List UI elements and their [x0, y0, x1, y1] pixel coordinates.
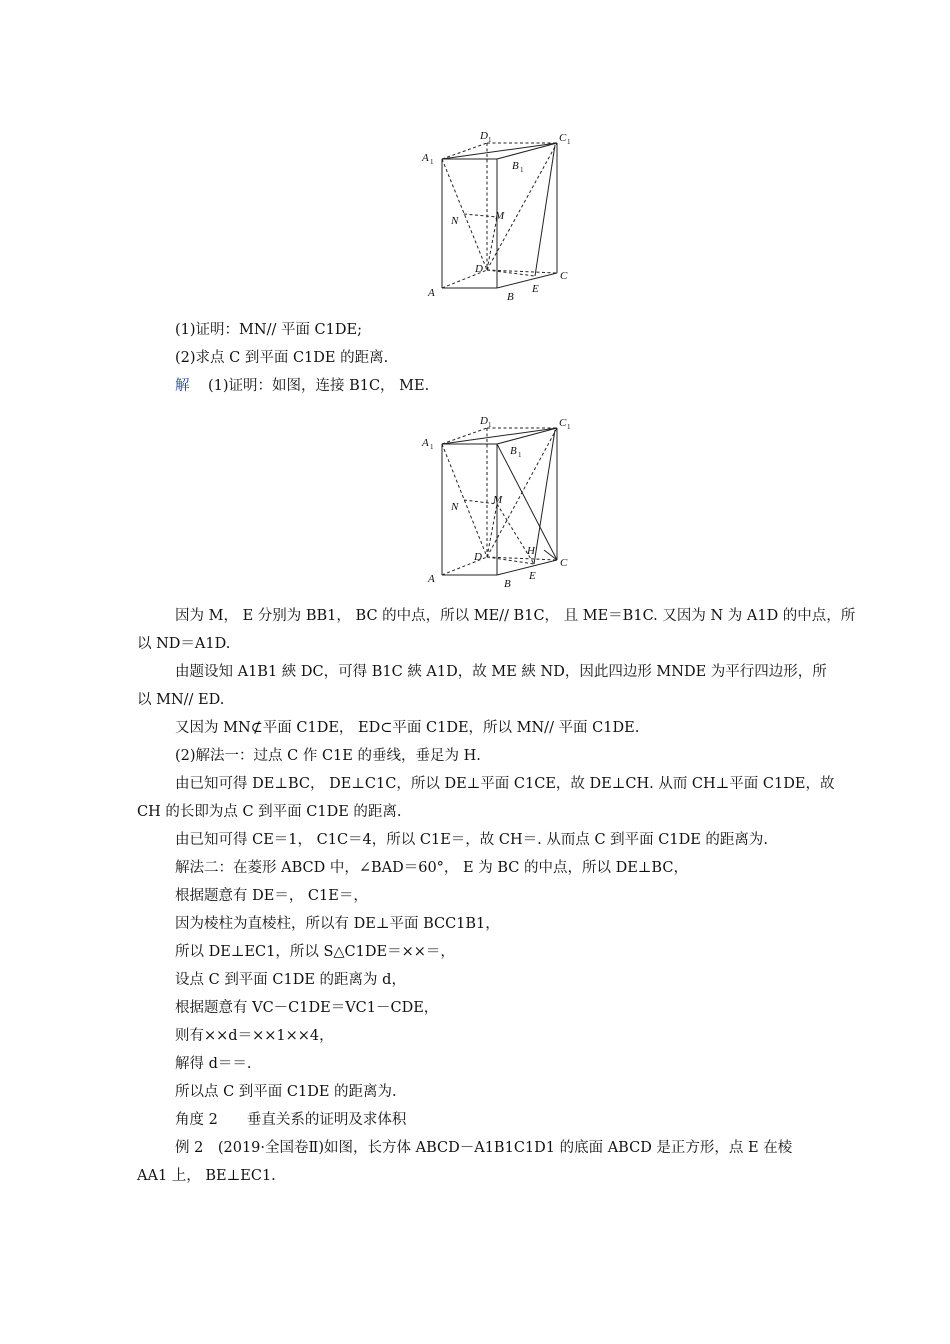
text-line-17: 设点 C 到平面 C1DE 的距离为 d， — [175, 972, 406, 988]
label-a1: A — [422, 152, 429, 164]
svg-text:1: 1 — [488, 421, 492, 429]
label-c: C — [560, 557, 568, 569]
text-line-15: 因为棱柱为直棱柱，所以有 DE⊥平面 BCC1B1， — [175, 916, 500, 932]
figure-prism-1 — [420, 128, 580, 303]
label-m: M — [493, 494, 503, 506]
label-d1: D — [480, 130, 488, 142]
label-e: E — [532, 283, 539, 295]
label-d1: D — [480, 415, 488, 427]
svg-text:1: 1 — [488, 136, 492, 144]
solution-label: 解 — [175, 378, 190, 394]
svg-text:1: 1 — [518, 451, 522, 459]
text-line-12: 由已知可得 CE＝1， C1C＝4，所以 C1E＝，故 CH＝. 从而点 C 到平面 C1DE 的距离为. — [175, 832, 769, 848]
label-d: D — [475, 263, 483, 275]
label-n: N — [451, 501, 459, 513]
label-e: E — [529, 570, 536, 582]
svg-text:1: 1 — [567, 423, 571, 431]
text-line-14: 根据题意有 DE＝， C1E＝， — [175, 888, 368, 904]
label-h: H — [527, 545, 535, 557]
text-line-2: (2)求点 C 到平面 C1DE 的距离. — [175, 350, 389, 366]
label-b: B — [507, 291, 514, 303]
text-line-20: 解得 d＝＝. — [175, 1056, 252, 1072]
example-2-line-2: AA1 上， BE⊥EC1. — [137, 1168, 276, 1184]
section-heading: 角度 2 垂直关系的证明及求体积 — [175, 1112, 407, 1128]
text-line-4: 因为 M， E 分别为 BB1， BC 的中点，所以 ME// B1C， 且 ME＝B1C. 又因为 N 为 A1D 的中点，所 — [175, 608, 856, 624]
text-line-8: 又因为 MN⊄平面 C1DE， ED⊂平面 C1DE，所以 MN// 平面 C1DE. — [175, 720, 640, 736]
label-m: M — [495, 210, 505, 222]
label-b1: B — [512, 160, 519, 172]
svg-text:1: 1 — [520, 166, 524, 174]
text-line-1: (1)证明：MN// 平面 C1DE; — [175, 322, 362, 338]
label-c1: C — [559, 417, 567, 429]
svg-text:1: 1 — [430, 443, 434, 451]
svg-text:1: 1 — [430, 158, 434, 166]
label-c: C — [560, 270, 568, 282]
text-line-21: 所以点 C 到平面 C1DE 的距离为. — [175, 1084, 397, 1100]
text-line-7: 以 MN// ED. — [137, 692, 225, 708]
label-d: D — [474, 551, 482, 563]
text-line-13: 解法二：在菱形 ABCD 中，∠BAD＝60°， E 为 BC 的中点，所以 DE⊥BC， — [175, 860, 688, 876]
label-a1: A — [422, 437, 429, 449]
label-a: A — [428, 573, 435, 585]
text-line-5: 以 ND＝A1D. — [137, 636, 231, 652]
text-line-9: (2)解法一：过点 C 作 C1E 的垂线，垂足为 H. — [175, 748, 481, 764]
label-b: B — [504, 578, 511, 590]
example-2-line-1: 例 2 (2019·全国卷Ⅱ)如图，长方体 ABCD－A1B1C1D1 的底面 ABCD 是正方形，点 E 在棱 — [175, 1140, 793, 1156]
figure-prism-2 — [420, 412, 580, 592]
text-line-16: 所以 DE⊥EC1，所以 S△C1DE＝××＝， — [175, 944, 455, 960]
text-line-18: 根据题意有 VC－C1DE＝VC1－CDE， — [175, 1000, 439, 1016]
label-c1: C — [559, 132, 567, 144]
text-line-10: 由已知可得 DE⊥BC， DE⊥C1C，所以 DE⊥平面 C1CE，故 DE⊥CH. 从而 CH⊥平面 C1DE，故 — [175, 776, 835, 792]
text-line-19: 则有××d＝××1××4， — [175, 1028, 334, 1044]
label-b1: B — [510, 445, 517, 457]
svg-text:1: 1 — [567, 138, 571, 146]
label-n: N — [451, 215, 459, 227]
solution-line: 解 (1)证明：如图，连接 B1C， ME. — [175, 378, 430, 394]
label-a: A — [428, 287, 435, 299]
text-line-6: 由题设知 A1B1 綊 DC，可得 B1C 綊 A1D，故 ME 綊 ND，因此四边形 MNDE 为平行四边形，所 — [175, 664, 827, 680]
text-line-11: CH 的长即为点 C 到平面 C1DE 的距离. — [137, 804, 402, 820]
